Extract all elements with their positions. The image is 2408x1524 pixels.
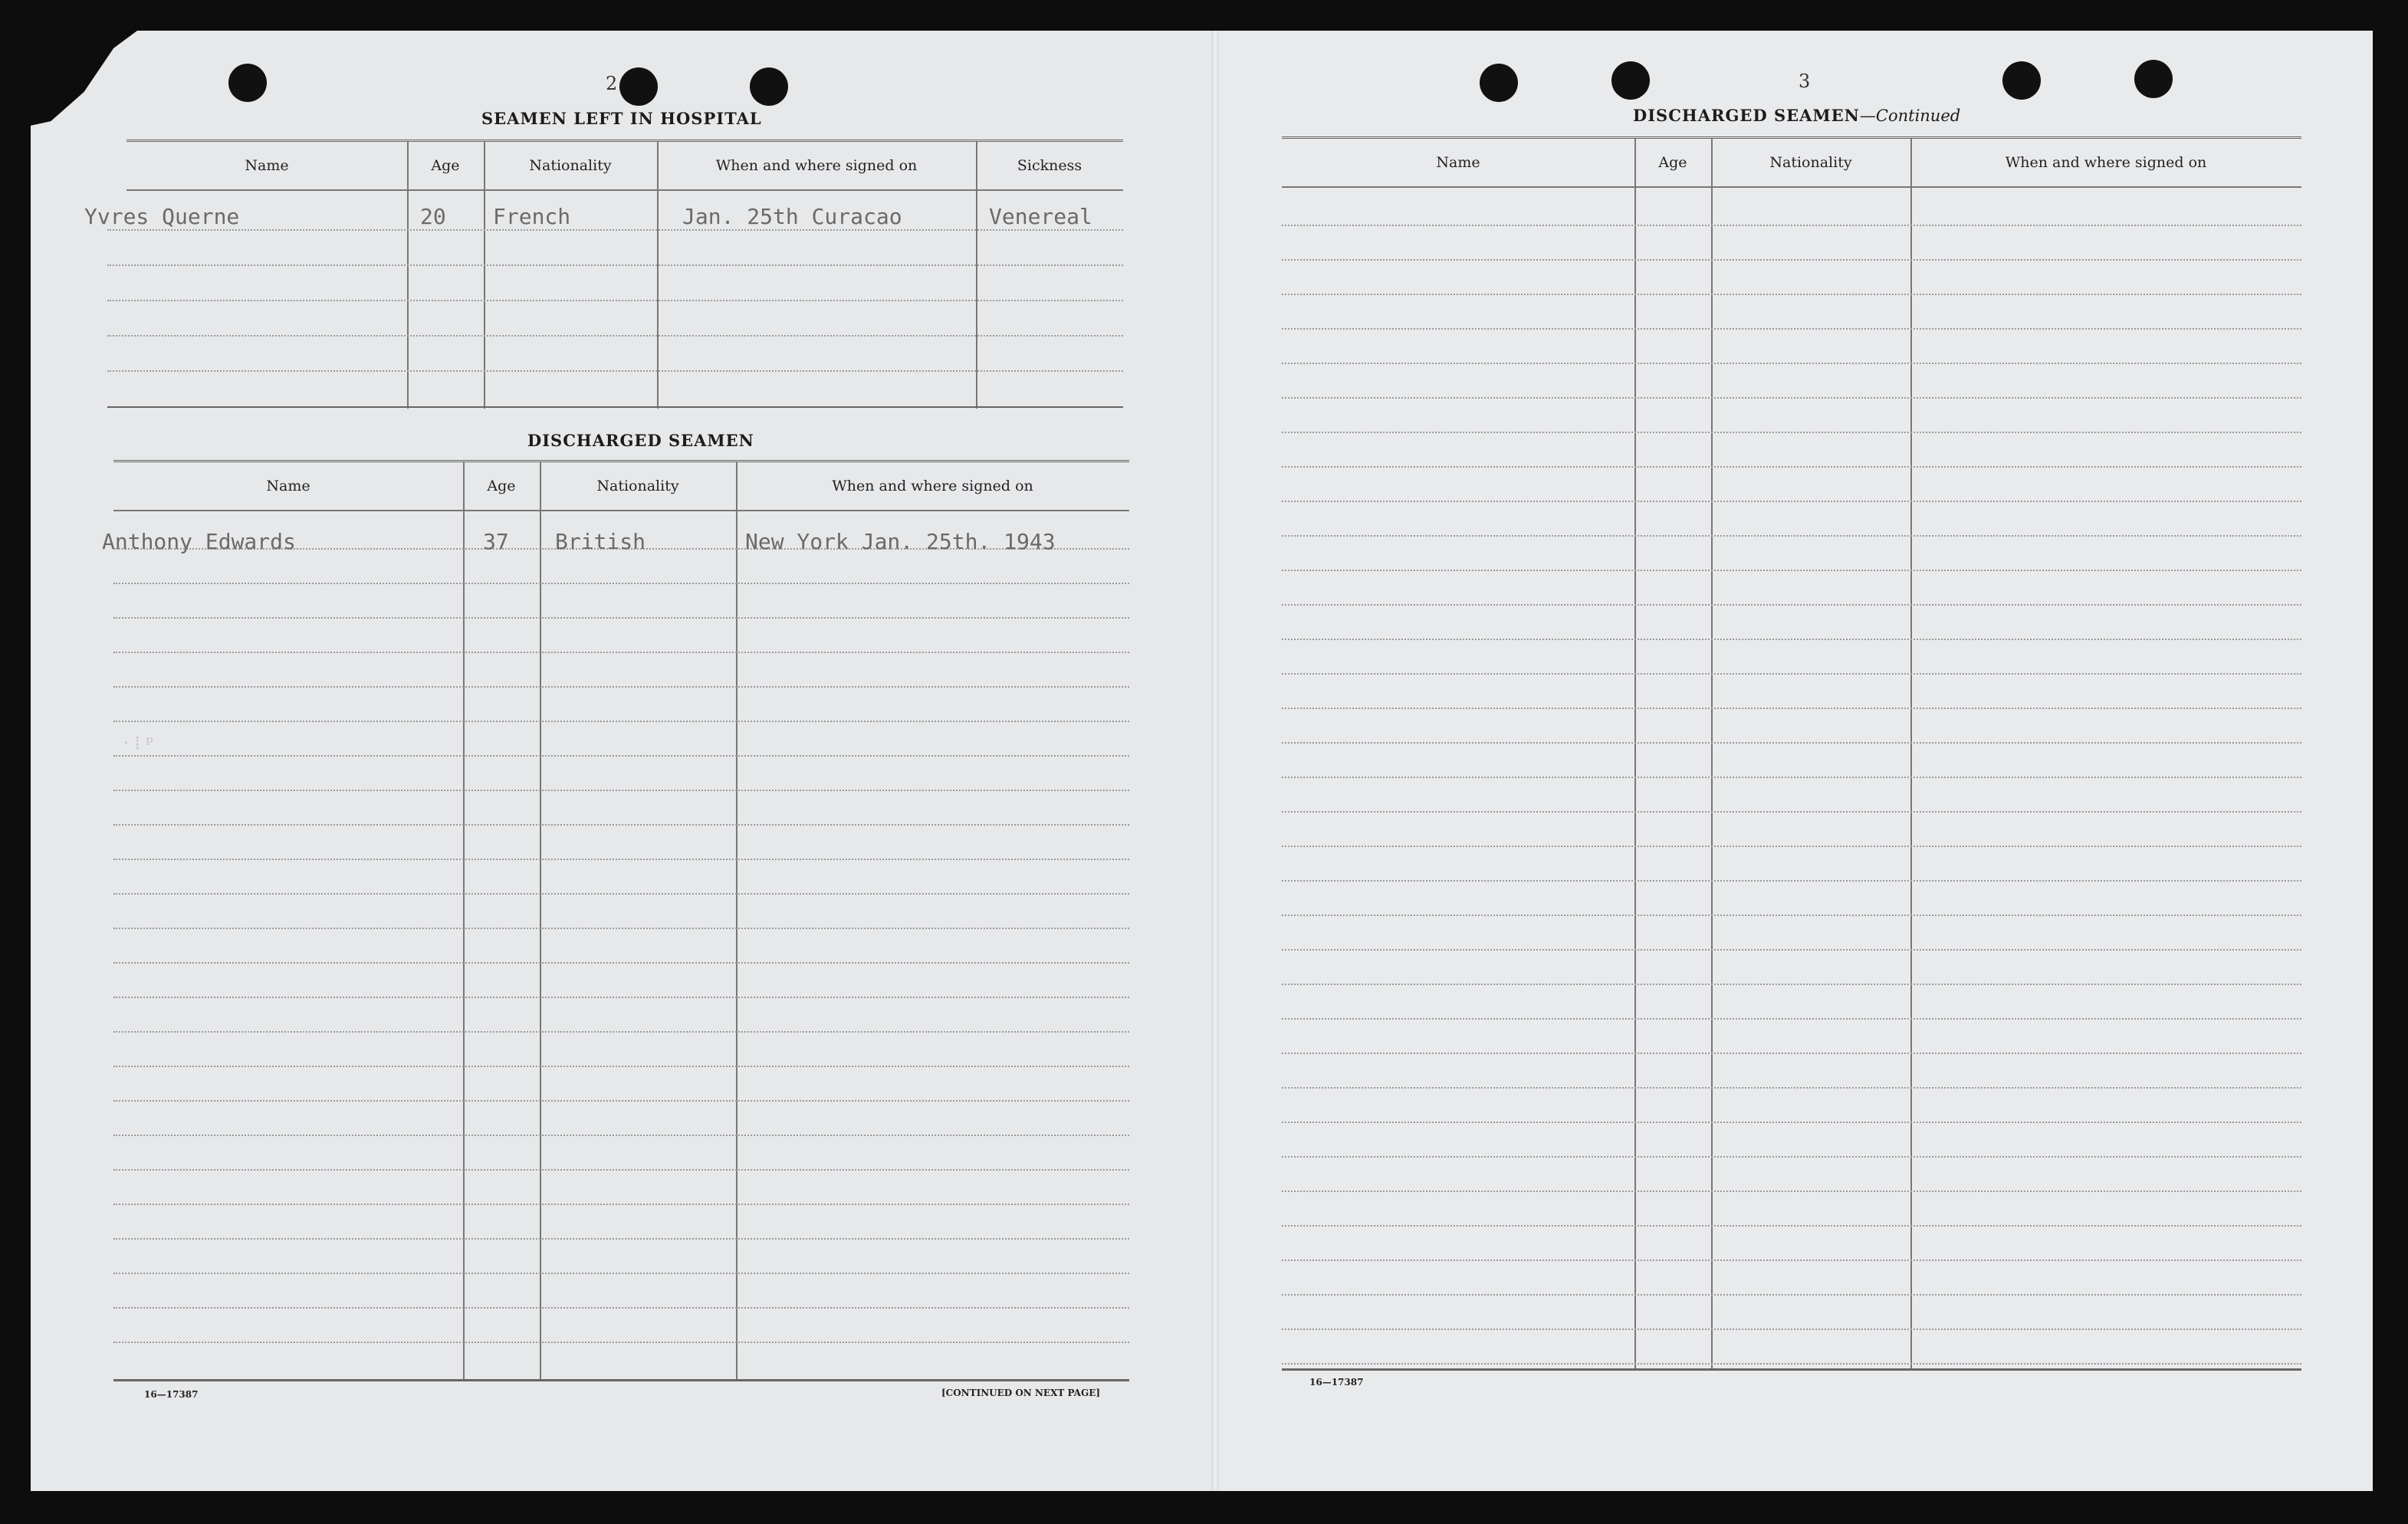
column-divider (1910, 139, 1912, 1368)
discharged-section-title: DISCHARGED SEAMEN (527, 431, 754, 450)
row-rule (1282, 673, 2301, 675)
punch-hole (1480, 64, 1518, 102)
right-page-number: 3 (1799, 71, 1811, 92)
hospital-col-age: Age (407, 142, 484, 191)
row-rule (113, 1169, 1129, 1171)
row-rule (1282, 742, 2301, 744)
hospital-row-name: Yvres Querne (84, 204, 240, 229)
row-rule (1282, 535, 2301, 537)
column-divider (736, 462, 738, 1379)
hospital-col-nationality: Nationality (484, 142, 657, 191)
page-fold (1211, 31, 1219, 1491)
row-rule (1282, 328, 2301, 330)
row-rule (1282, 1363, 2301, 1365)
row-rule (107, 370, 1123, 372)
row-rule (1282, 466, 2301, 468)
row-rule (113, 1066, 1129, 1067)
row-rule (113, 686, 1129, 688)
row-rule (113, 790, 1129, 791)
discharged-row-name: Anthony Edwards (102, 529, 296, 554)
row-rule (1282, 639, 2301, 640)
row-rule (113, 1031, 1129, 1033)
left-page-number: 2 (606, 73, 618, 94)
hospital-row-sickness: Venereal (989, 204, 1092, 229)
punch-hole (750, 67, 788, 106)
table-bottom-rule (107, 406, 1123, 408)
row-rule (1282, 259, 2301, 261)
column-divider (657, 142, 659, 409)
row-rule (1282, 1329, 2301, 1330)
hospital-table (126, 140, 1123, 409)
discharged-col-name: Name (113, 462, 463, 511)
right-col-name: Name (1282, 139, 1634, 188)
row-rule (1282, 708, 2301, 709)
right-col-age: Age (1634, 139, 1711, 188)
row-rule (113, 721, 1129, 722)
row-rule (1282, 570, 2301, 571)
continued-note: [CONTINUED ON NEXT PAGE] (941, 1388, 1101, 1398)
hospital-row-signed-on: Jan. 25th Curacao (682, 204, 902, 229)
hospital-col-name: Name (126, 142, 407, 191)
row-rule (1282, 880, 2301, 882)
row-rule (1282, 1053, 2301, 1054)
row-rule (113, 859, 1129, 860)
row-rule (113, 1100, 1129, 1102)
row-rule (113, 1238, 1129, 1240)
row-rule (1282, 294, 2301, 295)
punch-hole (2134, 60, 2173, 98)
right-col-nationality: Nationality (1711, 139, 1910, 188)
row-rule (1282, 397, 2301, 399)
row-rule (1282, 432, 2301, 433)
right-title-main: DISCHARGED SEAMEN (1633, 106, 1860, 125)
row-rule (1282, 915, 2301, 916)
row-rule (113, 652, 1129, 653)
column-divider (463, 462, 465, 1379)
row-rule (1282, 777, 2301, 778)
discharged-col-nationality: Nationality (540, 462, 736, 511)
right-form-number: 16—17387 (1309, 1377, 1364, 1388)
right-discharged-table (1282, 136, 2301, 1370)
row-rule (113, 1307, 1129, 1309)
row-rule (1282, 363, 2301, 364)
hospital-row-age: 20 (420, 204, 446, 229)
row-rule (1282, 1122, 2301, 1123)
right-col-signed-on: When and where signed on (1910, 139, 2301, 188)
row-rule (1282, 1294, 2301, 1296)
row-rule (113, 928, 1129, 929)
punch-hole (2002, 61, 2041, 100)
discharged-table (113, 460, 1129, 1382)
row-rule (1282, 1191, 2301, 1192)
punch-hole (228, 64, 267, 102)
punch-hole (1611, 61, 1650, 100)
row-rule (1282, 811, 2301, 813)
row-rule (1282, 604, 2301, 606)
row-rule (1282, 225, 2301, 226)
discharged-row-nationality: British (555, 529, 646, 554)
row-rule (1282, 1087, 2301, 1089)
row-rule (113, 962, 1129, 964)
row-rule (107, 300, 1123, 301)
row-rule (113, 997, 1129, 998)
row-rule (113, 824, 1129, 826)
discharged-col-signed-on: When and where signed on (736, 462, 1129, 511)
right-title-continued: —Continued (1859, 107, 1961, 125)
row-rule (1282, 1018, 2301, 1020)
row-rule (107, 335, 1123, 337)
column-divider (976, 142, 977, 409)
row-rule (113, 1273, 1129, 1274)
column-divider (1634, 139, 1636, 1368)
discharged-row-signed-on: New York Jan. 25th. 1943 (745, 529, 1056, 554)
column-divider (407, 142, 409, 409)
table-bottom-rule (1282, 1368, 2301, 1371)
row-rule (113, 617, 1129, 619)
row-rule (1282, 846, 2301, 847)
row-rule (1282, 949, 2301, 951)
row-rule (113, 755, 1129, 757)
hospital-row-nationality: French (493, 204, 571, 229)
row-rule (107, 229, 1123, 231)
left-form-number: 16—17387 (144, 1389, 199, 1400)
row-rule (1282, 1225, 2301, 1227)
discharged-row-age: 37 (483, 529, 509, 554)
row-rule (1282, 501, 2301, 502)
right-section-title (1633, 106, 1960, 125)
column-divider (540, 462, 541, 1379)
row-rule (113, 893, 1129, 895)
hospital-section-title: SEAMEN LEFT IN HOSPITAL (481, 109, 762, 128)
row-rule (1282, 1260, 2301, 1261)
punch-hole (619, 67, 658, 106)
row-rule (1282, 984, 2301, 985)
row-rule (113, 583, 1129, 584)
row-rule (1282, 1156, 2301, 1158)
row-rule (113, 1342, 1129, 1343)
hospital-col-signed-on: When and where signed on (657, 142, 976, 191)
row-rule (113, 1204, 1129, 1205)
row-rule (107, 264, 1123, 266)
row-rule (113, 1135, 1129, 1136)
discharged-col-age: Age (463, 462, 540, 511)
column-divider (484, 142, 485, 409)
hospital-col-sickness: Sickness (976, 142, 1123, 191)
column-divider (1711, 139, 1713, 1368)
faint-smudge: ⋅ ⁞ ᵖ (123, 732, 153, 754)
table-bottom-rule (113, 1379, 1129, 1381)
